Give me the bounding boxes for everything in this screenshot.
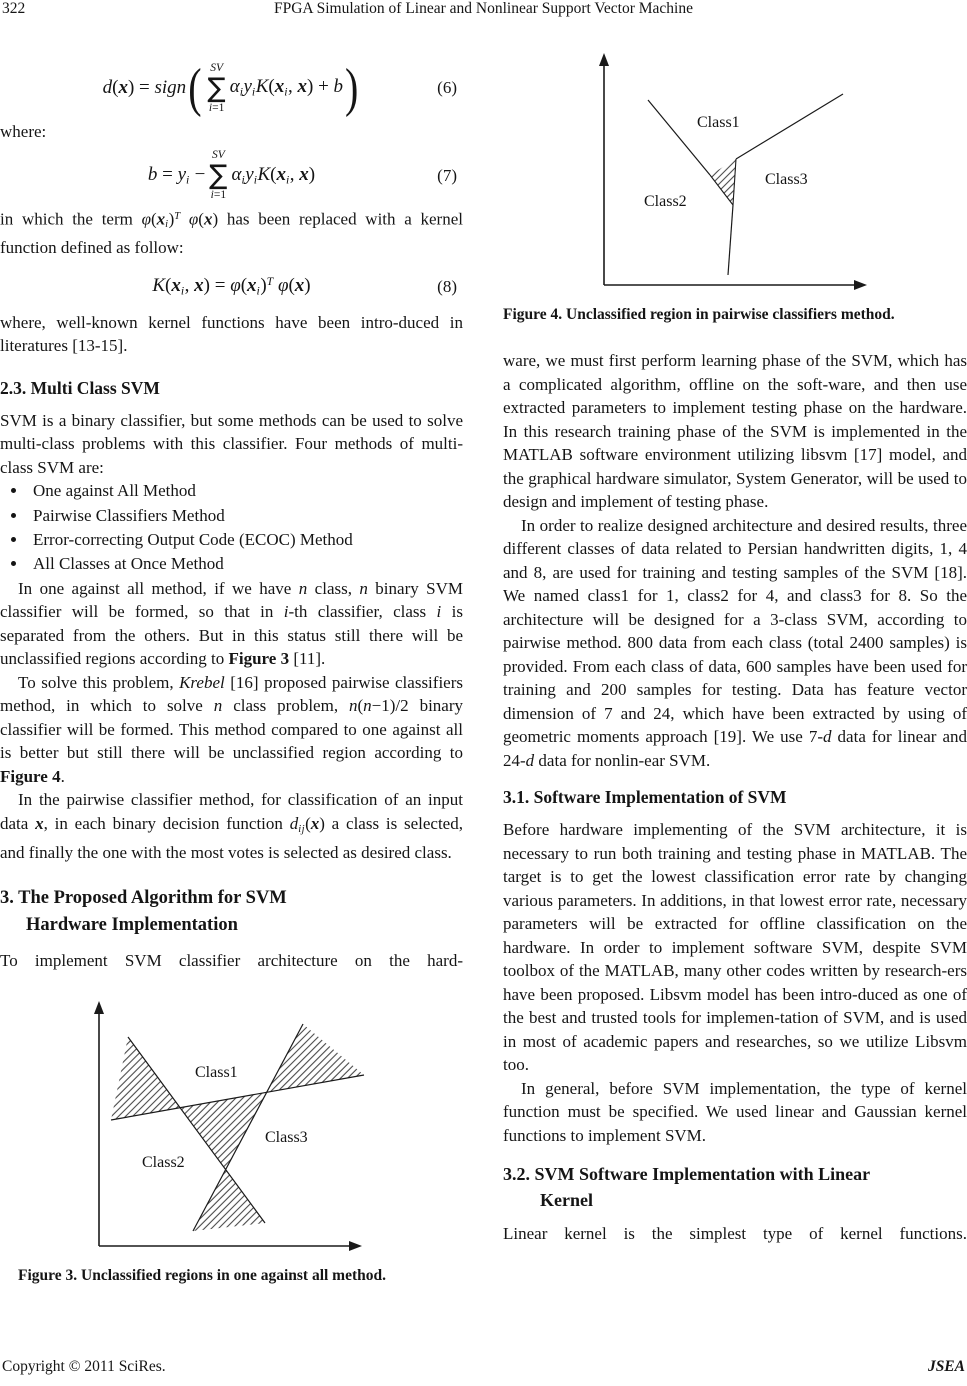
equation-number: (6)	[437, 78, 457, 97]
two-column-body	[0, 34, 967, 1286]
eq7-rhs: αiyiK(xi, x)	[231, 163, 316, 187]
hatch-region	[267, 1024, 364, 1092]
sum-upper-limit: SV	[212, 149, 225, 162]
class1-label: Class1	[697, 114, 740, 131]
paragraph-ware: ware, we must first perform learning phase of the SVM, which has a complicated algorithm, offline on the soft-ware, and then use extracted parameters to implement testing phase on the hardware. In this research training phase of the SVM is implemented in the MATLAB software environment utilizing libsvm [17] model, and the graphical hardware simulator, System Generator, will be used to design and implement of testing phase.	[503, 351, 967, 511]
sigma-icon: ∑	[207, 72, 226, 104]
paragraph-one-against-all: In one against all method, if we have n class, n binary SVM classifier will be formed, so that in i-th classifier, class i is separated from the others. But in this status still there will be unclassified regions according to Figure 3 [11].	[0, 578, 464, 669]
equation-number: (7)	[437, 165, 457, 185]
eq8-expr: K(xi, x) = φ(xi)$^T$ φ(x)	[152, 275, 311, 298]
y-axis-arrow-icon	[94, 1001, 104, 1014]
equation-number: (8)	[437, 276, 457, 296]
figure-4-diagram	[503, 50, 967, 290]
left-column	[0, 34, 463, 1286]
figure-4-caption: Figure 4. Unclassified region in pairwise classifiers method.	[503, 306, 895, 323]
decision-line-2	[736, 94, 843, 159]
big-open-paren: (	[188, 56, 202, 118]
page-header	[0, 0, 967, 22]
summation-symbol	[209, 149, 227, 201]
decision-line-3	[728, 205, 733, 275]
eq7-lhs: b = yi −	[147, 163, 206, 187]
paragraph-implement: To implement SVM classifier architecture on the hard-	[0, 950, 463, 970]
hatch-region	[710, 159, 736, 205]
paragraph-data: In order to realize designed architecture and desired results, three different classes of data related to Persian handwritten digits, 1, 4 and 8, are used for training and testing samples of the SVM [18]. We named class1 for 1, class2 for 4, and class3 for 8. So the architecture will be designed for a 3-class SVM, according to pairwise method. 800 data from each class (total 2400 samples) is provided. From each class of data, 600 samples have been used for training and 200 samples for testing. Data has feature vector dimension of 7 and 24, which have been extracted by using of geometric moments approach [19]. We use 7-d data for linear and 24-d data for nonlin-ear SVM.	[503, 515, 967, 770]
paragraph-linear-kernel: Linear kernel is the simplest type of kernel functions.	[503, 1224, 967, 1243]
class2-label: Class2	[644, 193, 687, 210]
list-item: • Pairwise Classifiers Method	[28, 504, 463, 528]
paragraph-multiclass: SVM is a binary classifier, but some methods can be used to solve multi-class problems with this classifier. Four methods of multi-class SVM are:	[0, 410, 463, 477]
section-heading-3-2	[503, 1161, 967, 1213]
big-close-paren: )	[345, 56, 359, 118]
sum-lower-limit: i=1	[210, 189, 227, 201]
class3-label: Class3	[765, 171, 808, 188]
list-item: • Error-correcting Output Code (ECOC) Method	[28, 528, 463, 552]
y-axis-arrow-icon	[599, 53, 609, 66]
eq6-lhs: d(x) = sign	[102, 77, 187, 98]
section-heading-3-1: 3.1. Software Implementation of SVM	[503, 787, 787, 807]
class1-label: Class1	[195, 1064, 238, 1082]
running-title: FPGA Simulation of Linear and Nonlinear Support Vector Machine	[273, 0, 693, 17]
equation-6	[0, 56, 463, 120]
summation-symbol	[208, 62, 226, 114]
multiclass-methods-list	[0, 479, 463, 577]
sigma-icon: ∑	[209, 160, 228, 191]
equation-8-body	[152, 275, 310, 298]
equation-6-body	[102, 56, 361, 118]
figure-4	[503, 34, 967, 325]
paragraph-krebel: To solve this problem, Krebel [16] proposed pairwise classifiers method, in which to solve n class problem, n(n−1)/2 binary classifier will be formed. This method compared to one against all is better but still there will be unclassified region according to Figure 4.	[0, 672, 464, 786]
journal-abbreviation: JSEA	[927, 1358, 965, 1375]
class3-label: Class3	[265, 1129, 308, 1147]
copyright-notice: Copyright © 2011 SciRes.	[2, 1358, 166, 1375]
section-heading-2-3: 2.3. Multi Class SVM	[0, 377, 160, 398]
figure-3-caption: Figure 3. Unclassified regions in one against all method.	[18, 1267, 387, 1285]
section-heading-3	[0, 885, 463, 939]
paragraph-where: where:	[0, 122, 47, 141]
list-item: • All Classes at Once Method	[28, 552, 463, 576]
x-axis-arrow-icon	[854, 280, 867, 290]
section-heading-3-line2: Hardware Implementation	[26, 914, 238, 935]
eq6-rhs: αiyiK(xi, x) + b	[229, 76, 344, 99]
section-heading-3-2-line1: 3.2. SVM Software Implementation with Linear	[503, 1164, 871, 1184]
sum-lower-limit: i=1	[208, 101, 225, 114]
class2-label: Class2	[142, 1154, 185, 1172]
list-item: • One against All Method	[28, 479, 463, 503]
equation-8	[0, 269, 463, 305]
paragraph-kernel-known: where, well-known kernel functions have been intro-duced in literatures [13-15].	[0, 312, 463, 356]
paragraph-kernel-intro: in which the term φ(xi)$^T$ φ(x) has been replaced with a kernel function defined as follow:	[0, 208, 463, 258]
hatch-region	[111, 1037, 180, 1120]
section-heading-3-line1: 3. The Proposed Algorithm for SVM	[0, 887, 287, 908]
page-number: 322	[2, 0, 26, 17]
equation-7-body	[148, 149, 315, 201]
decision-line-1	[648, 100, 710, 175]
x-axis-arrow-icon	[349, 1241, 362, 1251]
section-heading-3-2-line2: Kernel	[540, 1190, 593, 1210]
sum-upper-limit: SV	[210, 61, 223, 74]
paragraph-general: In general, before SVM implementation, the type of kernel function must be specified. We used linear and Gaussian kernel functions to implement SVM.	[503, 1078, 967, 1145]
figure-3-diagram	[0, 998, 463, 1253]
hatch-region	[193, 1170, 265, 1231]
page-footer	[0, 1358, 967, 1382]
paragraph-pairwise: In the pairwise classifier method, for classification of an input data x, in each binary decision function dij(x) a class is selected, and finally the one with the most votes is selected as desired class.	[0, 790, 463, 863]
equation-7	[0, 147, 463, 205]
hatch-region	[180, 1092, 267, 1170]
right-column	[503, 34, 967, 1286]
figure-3	[0, 972, 463, 1286]
paragraph-before-hardware: Before hardware implementing of the SVM architecture, it is necessary to run both training and testing phase in MATLAB. The target is to get the lowest classification error rate by changing various parameters. In additions, in that lowest error rate, necessary parameters will be extracted for offline classification on the hardware. In order to implement software SVM, despite SVM toolbox of the MATLAB, many other codes written by research-ers have been proposed. Libsvm model has been intro-duced as one of the best and trusted tools for implemen-tation of SVM, and is used in most of academic papers and researches, so we utilize Libsvm too.	[503, 820, 967, 1074]
